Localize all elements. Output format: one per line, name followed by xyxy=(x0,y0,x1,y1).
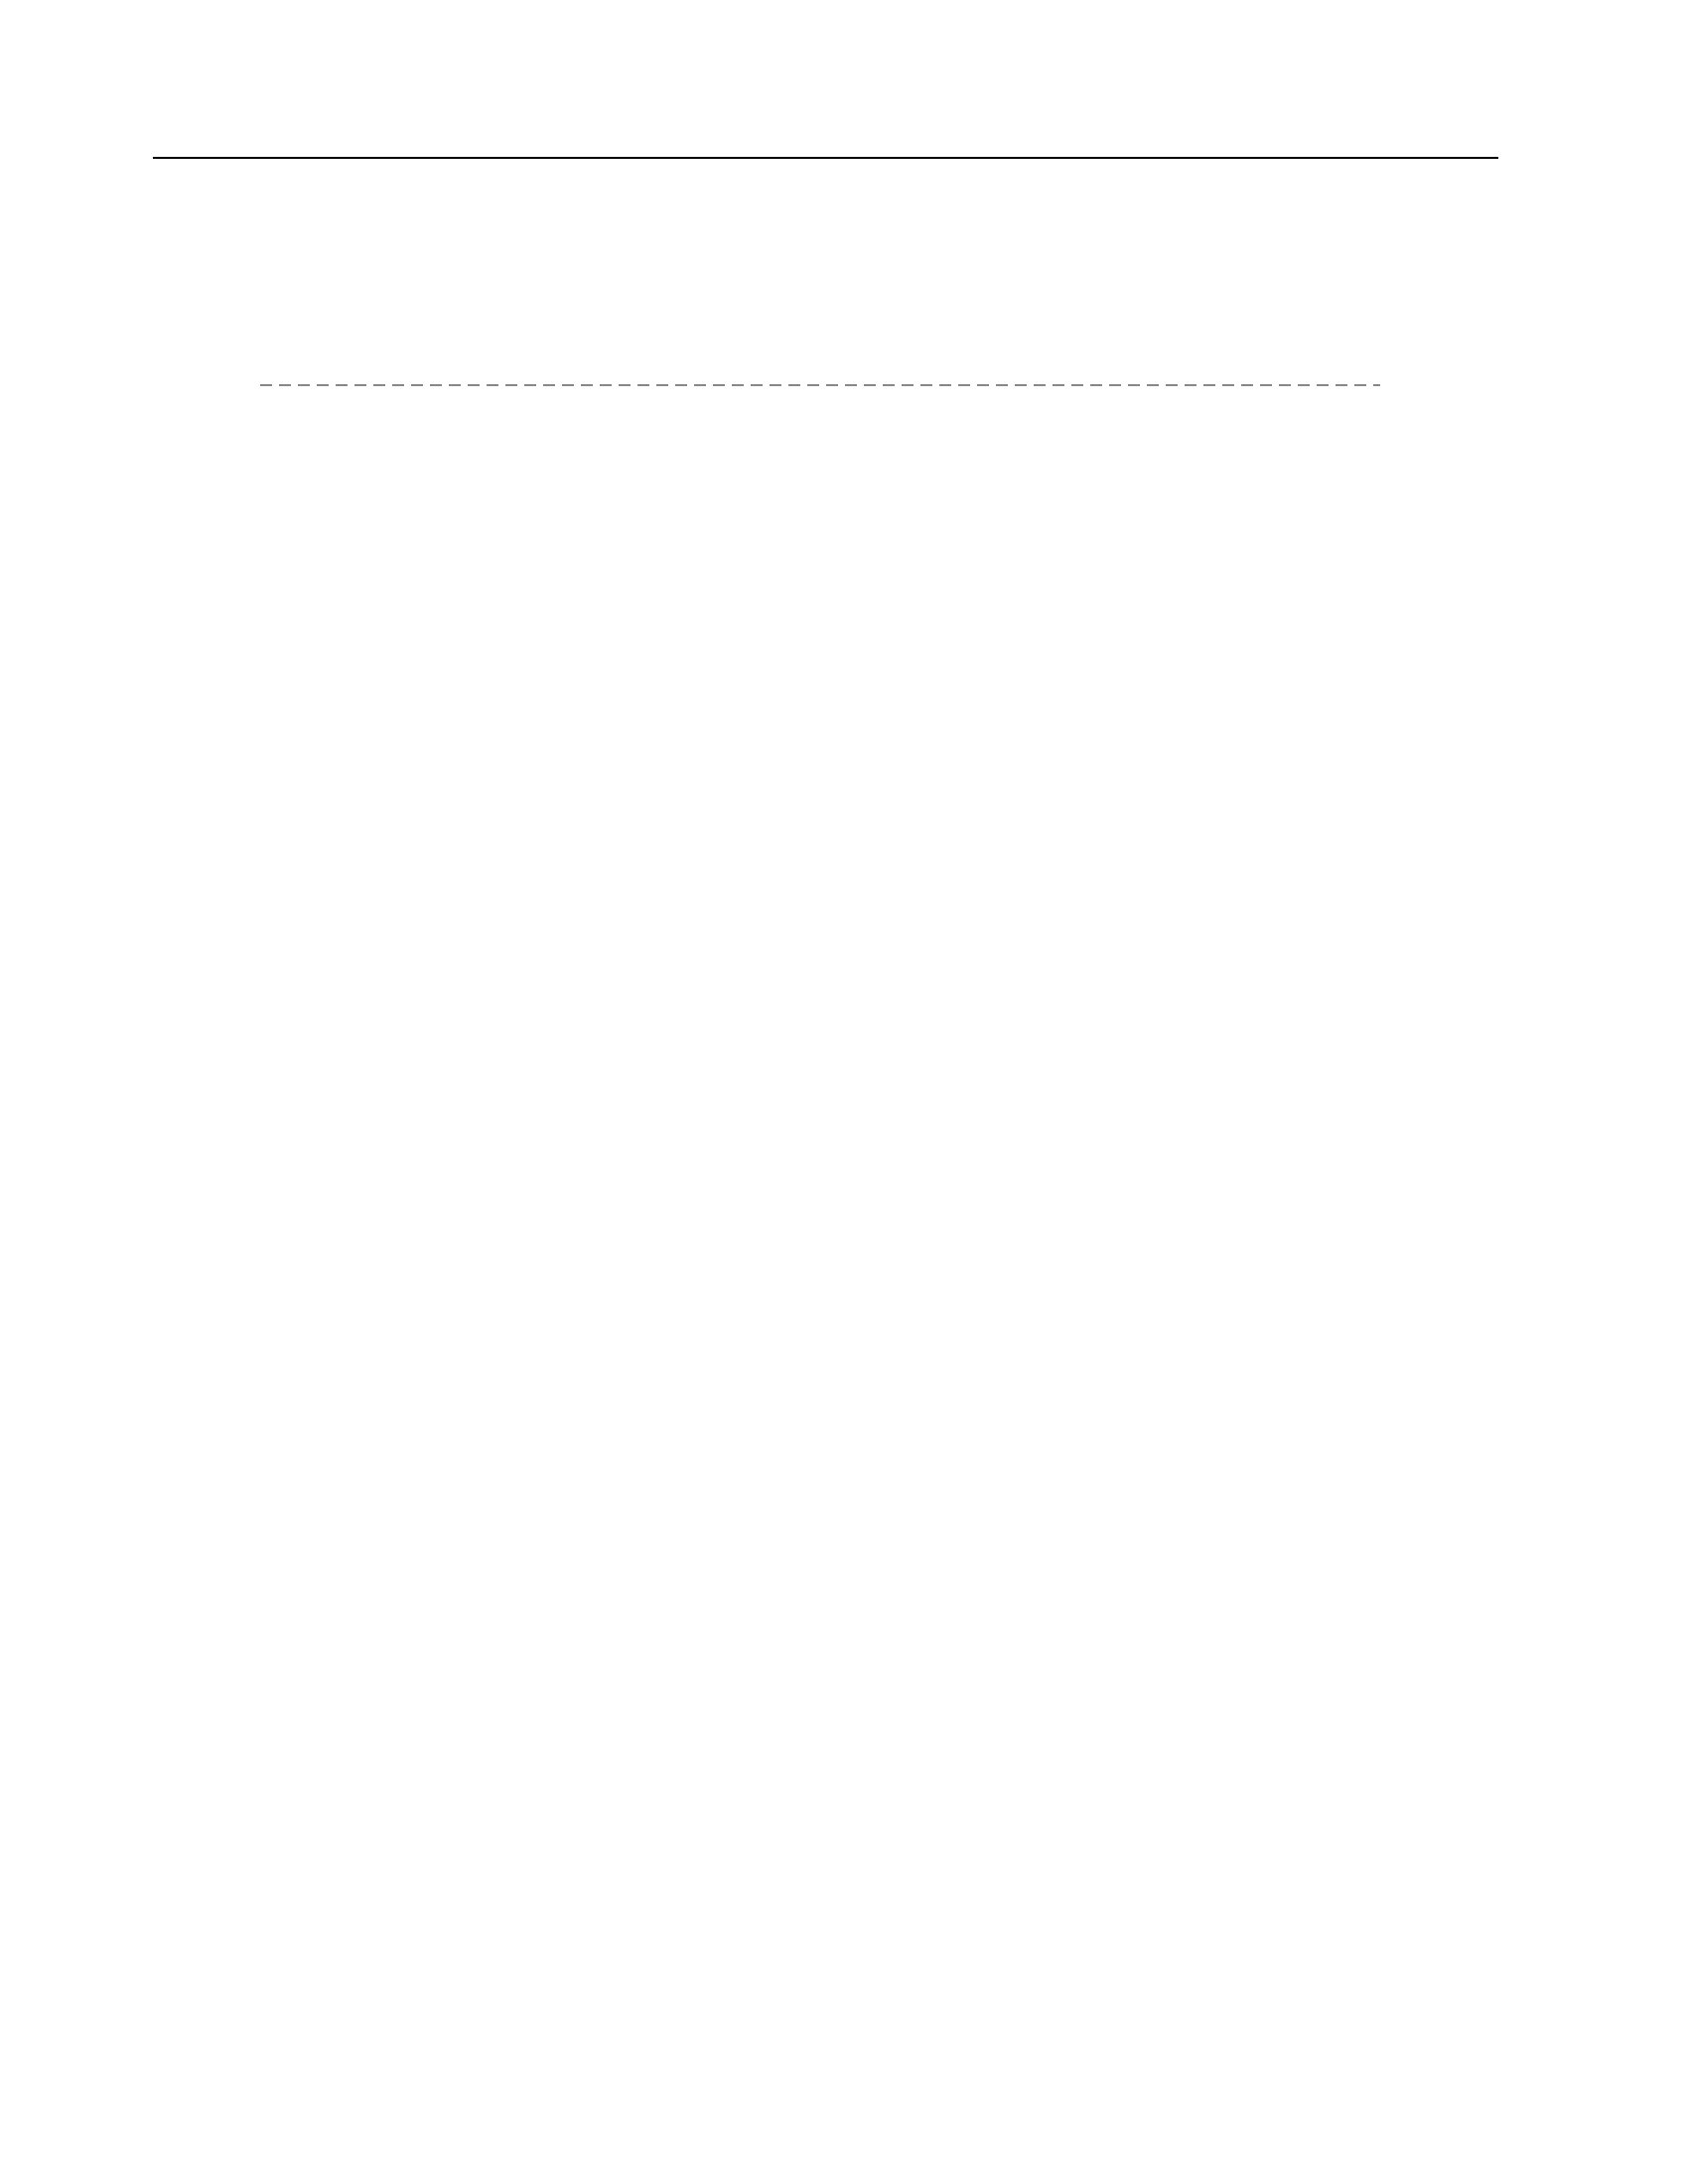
figure-1 xyxy=(0,0,1688,854)
right-column xyxy=(850,1047,1500,1085)
left-column xyxy=(153,1047,803,1061)
